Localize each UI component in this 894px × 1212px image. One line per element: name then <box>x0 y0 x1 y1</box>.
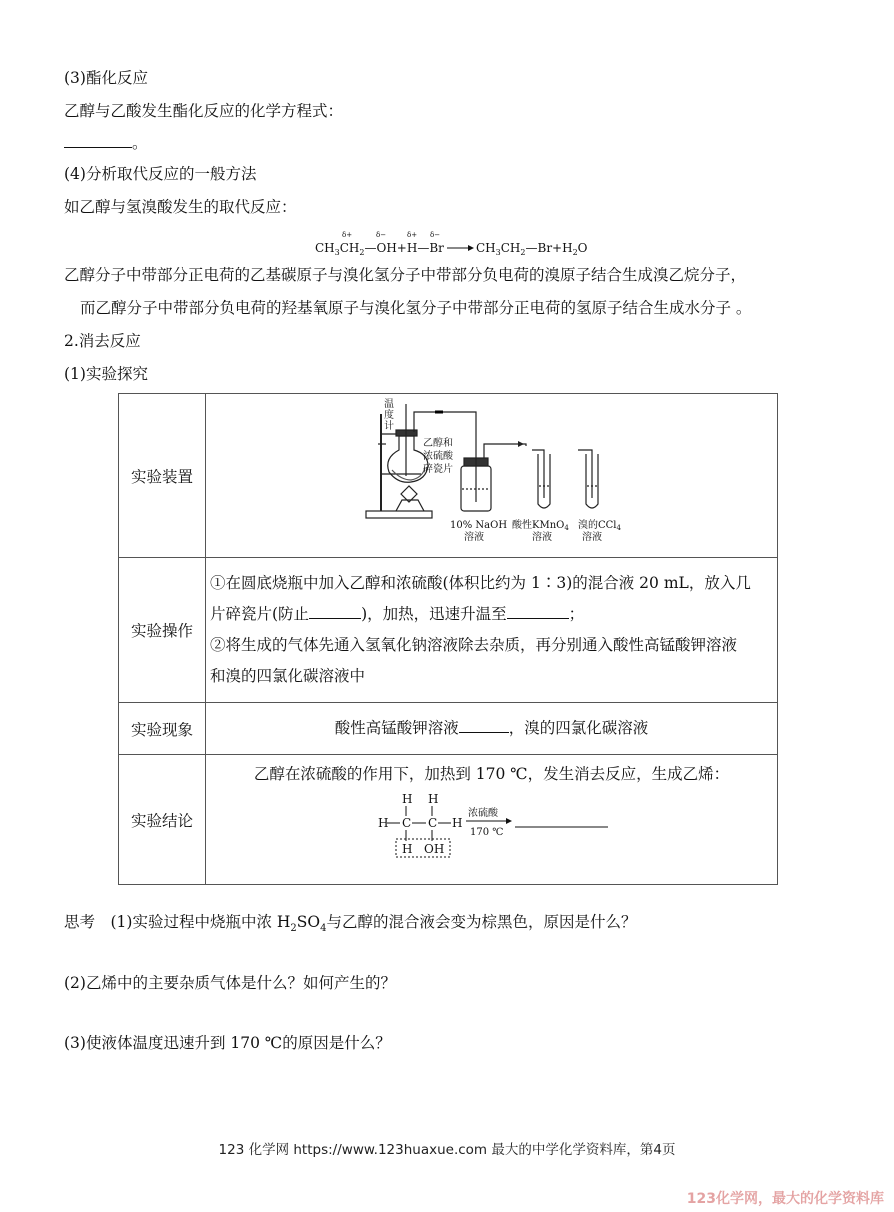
substitution-equation <box>0 226 894 260</box>
svg-text:CH3CH2—Br+H2O <box>476 241 588 257</box>
op-line-2-end: ； <box>568 605 585 623</box>
label-conclusion: 实验结论 <box>119 755 206 885</box>
experiment-table <box>118 393 778 885</box>
label-thermo-3: 计 <box>384 421 394 432</box>
label-naoh-2: 溶液 <box>464 532 484 543</box>
section4-heading: (4)分析取代反应的一般方法 <box>64 165 257 183</box>
apparatus-diagram <box>206 394 778 553</box>
struct-h-top-2: H <box>428 791 439 806</box>
phenomenon-cell <box>206 703 778 755</box>
row-operation <box>119 558 778 703</box>
struct-oh: OH <box>424 841 445 856</box>
struct-c-2: C <box>428 815 438 830</box>
elimination-structure <box>206 789 778 879</box>
op-line-4: 和溴的四氯化碳溶液中 <box>210 667 366 685</box>
eq-r-br-h: —Br+H <box>525 241 573 255</box>
label-thermo-2: 度 <box>384 410 394 421</box>
phen-post: ，溴的四氯化碳溶液 <box>508 719 649 737</box>
section2-sub: (1)实验探究 <box>64 365 148 383</box>
op-line-2 <box>210 599 773 630</box>
eq-r-o: O <box>577 241 588 255</box>
struct-h-right: H <box>452 815 463 830</box>
section2-heading: 2.消去反应 <box>64 332 141 350</box>
row-phenomenon <box>119 703 778 755</box>
label-kmno4-sub: 4 <box>564 524 569 532</box>
blank-phen <box>459 731 509 733</box>
op-line-1: ①在圆底烧瓶中加入乙醇和浓硫酸(体积比约为 1∶3)的混合液 20 mL，放入几 <box>210 574 751 592</box>
arrow-top-label: 浓硫酸 <box>468 807 498 819</box>
operation-cell <box>206 558 778 703</box>
blank-end: 。 <box>132 134 148 152</box>
apparatus-cell <box>206 394 778 558</box>
q1-sub2: 2 <box>290 923 297 935</box>
q1-pre: 思考 (1)实验过程中烧瓶中浓 H <box>64 913 291 931</box>
think-q3: (3)使液体温度迅速升到 170 ℃的原因是什么？ <box>64 1034 391 1052</box>
section3-text: 乙醇与乙酸发生酯化反应的化学方程式： <box>64 102 344 120</box>
op-line-2-pre: 片碎瓷片(防止 <box>210 605 310 623</box>
label-kmno4-2: 溶液 <box>532 532 552 543</box>
blank-temp <box>507 617 569 619</box>
label-phenomenon: 实验现象 <box>119 703 206 755</box>
section3-blank-line <box>64 131 148 153</box>
label-naoh-1: 10% NaOH <box>450 520 508 531</box>
op-line-2-mid: )，加热，迅速升温至 <box>361 605 507 623</box>
watermark: 123化学网，最大的化学资料库 <box>686 1191 884 1207</box>
row-conclusion <box>119 755 778 885</box>
label-kmno4-1: 酸性KMnO <box>512 520 565 531</box>
struct-h-bottom: H <box>402 841 413 856</box>
label-flask-2: 浓硫酸 <box>423 451 453 462</box>
conclusion-cell <box>206 755 778 885</box>
svg-text:溴的CCl4 <box>578 518 622 532</box>
label-flask-1: 乙醇和 <box>423 438 453 449</box>
svg-text:CH3CH2—OH+H—Br <box>315 241 444 257</box>
delta-minus-o: δ− <box>376 231 387 239</box>
stand-base <box>366 511 432 518</box>
eq-r-ch-2: CH <box>500 241 521 255</box>
explain-line-2: 而乙醇分子中带部分负电荷的羟基氧原子与溴化氢分子中带部分正电荷的氢原子结合生成水分子 。 <box>80 299 752 317</box>
label-apparatus: 实验装置 <box>119 394 206 558</box>
delta-plus-c: δ+ <box>342 231 353 239</box>
op-line-3: ②将生成的气体先通入氢氧化钠溶液除去杂质，再分别通入酸性高锰酸钾溶液 <box>210 636 738 654</box>
section3-heading: (3)酯化反应 <box>64 69 148 87</box>
think-q1 <box>64 910 637 934</box>
explain-line-1: 乙醇分子中带部分正电荷的乙基碳原子与溴化氢分子中带部分负电荷的溴原子结合生成溴乙烷分子， <box>64 266 747 284</box>
arrow-bottom-label: 170 ℃ <box>470 826 504 838</box>
struct-c-1: C <box>402 815 412 830</box>
think-q2: (2)乙烯中的主要杂质气体是什么？如何产生的？ <box>64 974 396 992</box>
section4-text: 如乙醇与氢溴酸发生的取代反应： <box>64 198 297 216</box>
label-flask-3: 碎瓷片 <box>423 464 453 475</box>
q1-sub4: 4 <box>320 923 327 935</box>
delta-plus-h: δ+ <box>407 231 418 239</box>
answer-blank <box>64 146 132 148</box>
label-ccl4-1: 溴的CCl <box>578 520 617 531</box>
eq-r-sub-3: 3 <box>495 248 501 257</box>
phen-pre: 酸性高锰酸钾溶液 <box>334 719 459 737</box>
label-thermo-1: 温 <box>384 399 394 410</box>
label-ccl4-2: 溶液 <box>582 532 602 543</box>
struct-h-top-1: H <box>402 791 413 806</box>
q1-so: SO <box>296 913 321 931</box>
eq-ch-2: CH <box>339 241 360 255</box>
page-footer: 123 化学网 https://www.123huaxue.com 最大的中学化学资料库，第4页 <box>218 1142 676 1158</box>
eq-sub-3: 3 <box>334 248 340 257</box>
label-operation: 实验操作 <box>119 558 206 703</box>
q1-post: 与乙醇的混合液会变为棕黑色，原因是什么？ <box>326 913 637 931</box>
eq-sub-2: 2 <box>359 248 365 257</box>
blank-prevent <box>309 617 361 619</box>
eq-ch-1: CH <box>315 241 335 255</box>
eq-oh-hbr: —OH+H—Br <box>364 241 444 255</box>
concl-text: 乙醇在浓硫酸的作用下，加热到 170 ℃，发生消去反应，生成乙烯： <box>253 764 730 783</box>
delta-minus-br: δ− <box>430 231 441 239</box>
eq-r-sub-2: 2 <box>520 248 526 257</box>
label-ccl4-sub: 4 <box>616 524 621 532</box>
round-flask <box>388 436 428 482</box>
svg-text:酸性KMnO4 <box>512 518 569 532</box>
eq-r-sub-2b: 2 <box>572 248 578 257</box>
row-apparatus <box>119 394 778 558</box>
eq-r-ch-1: CH <box>476 241 496 255</box>
struct-h-left: H <box>378 815 389 830</box>
